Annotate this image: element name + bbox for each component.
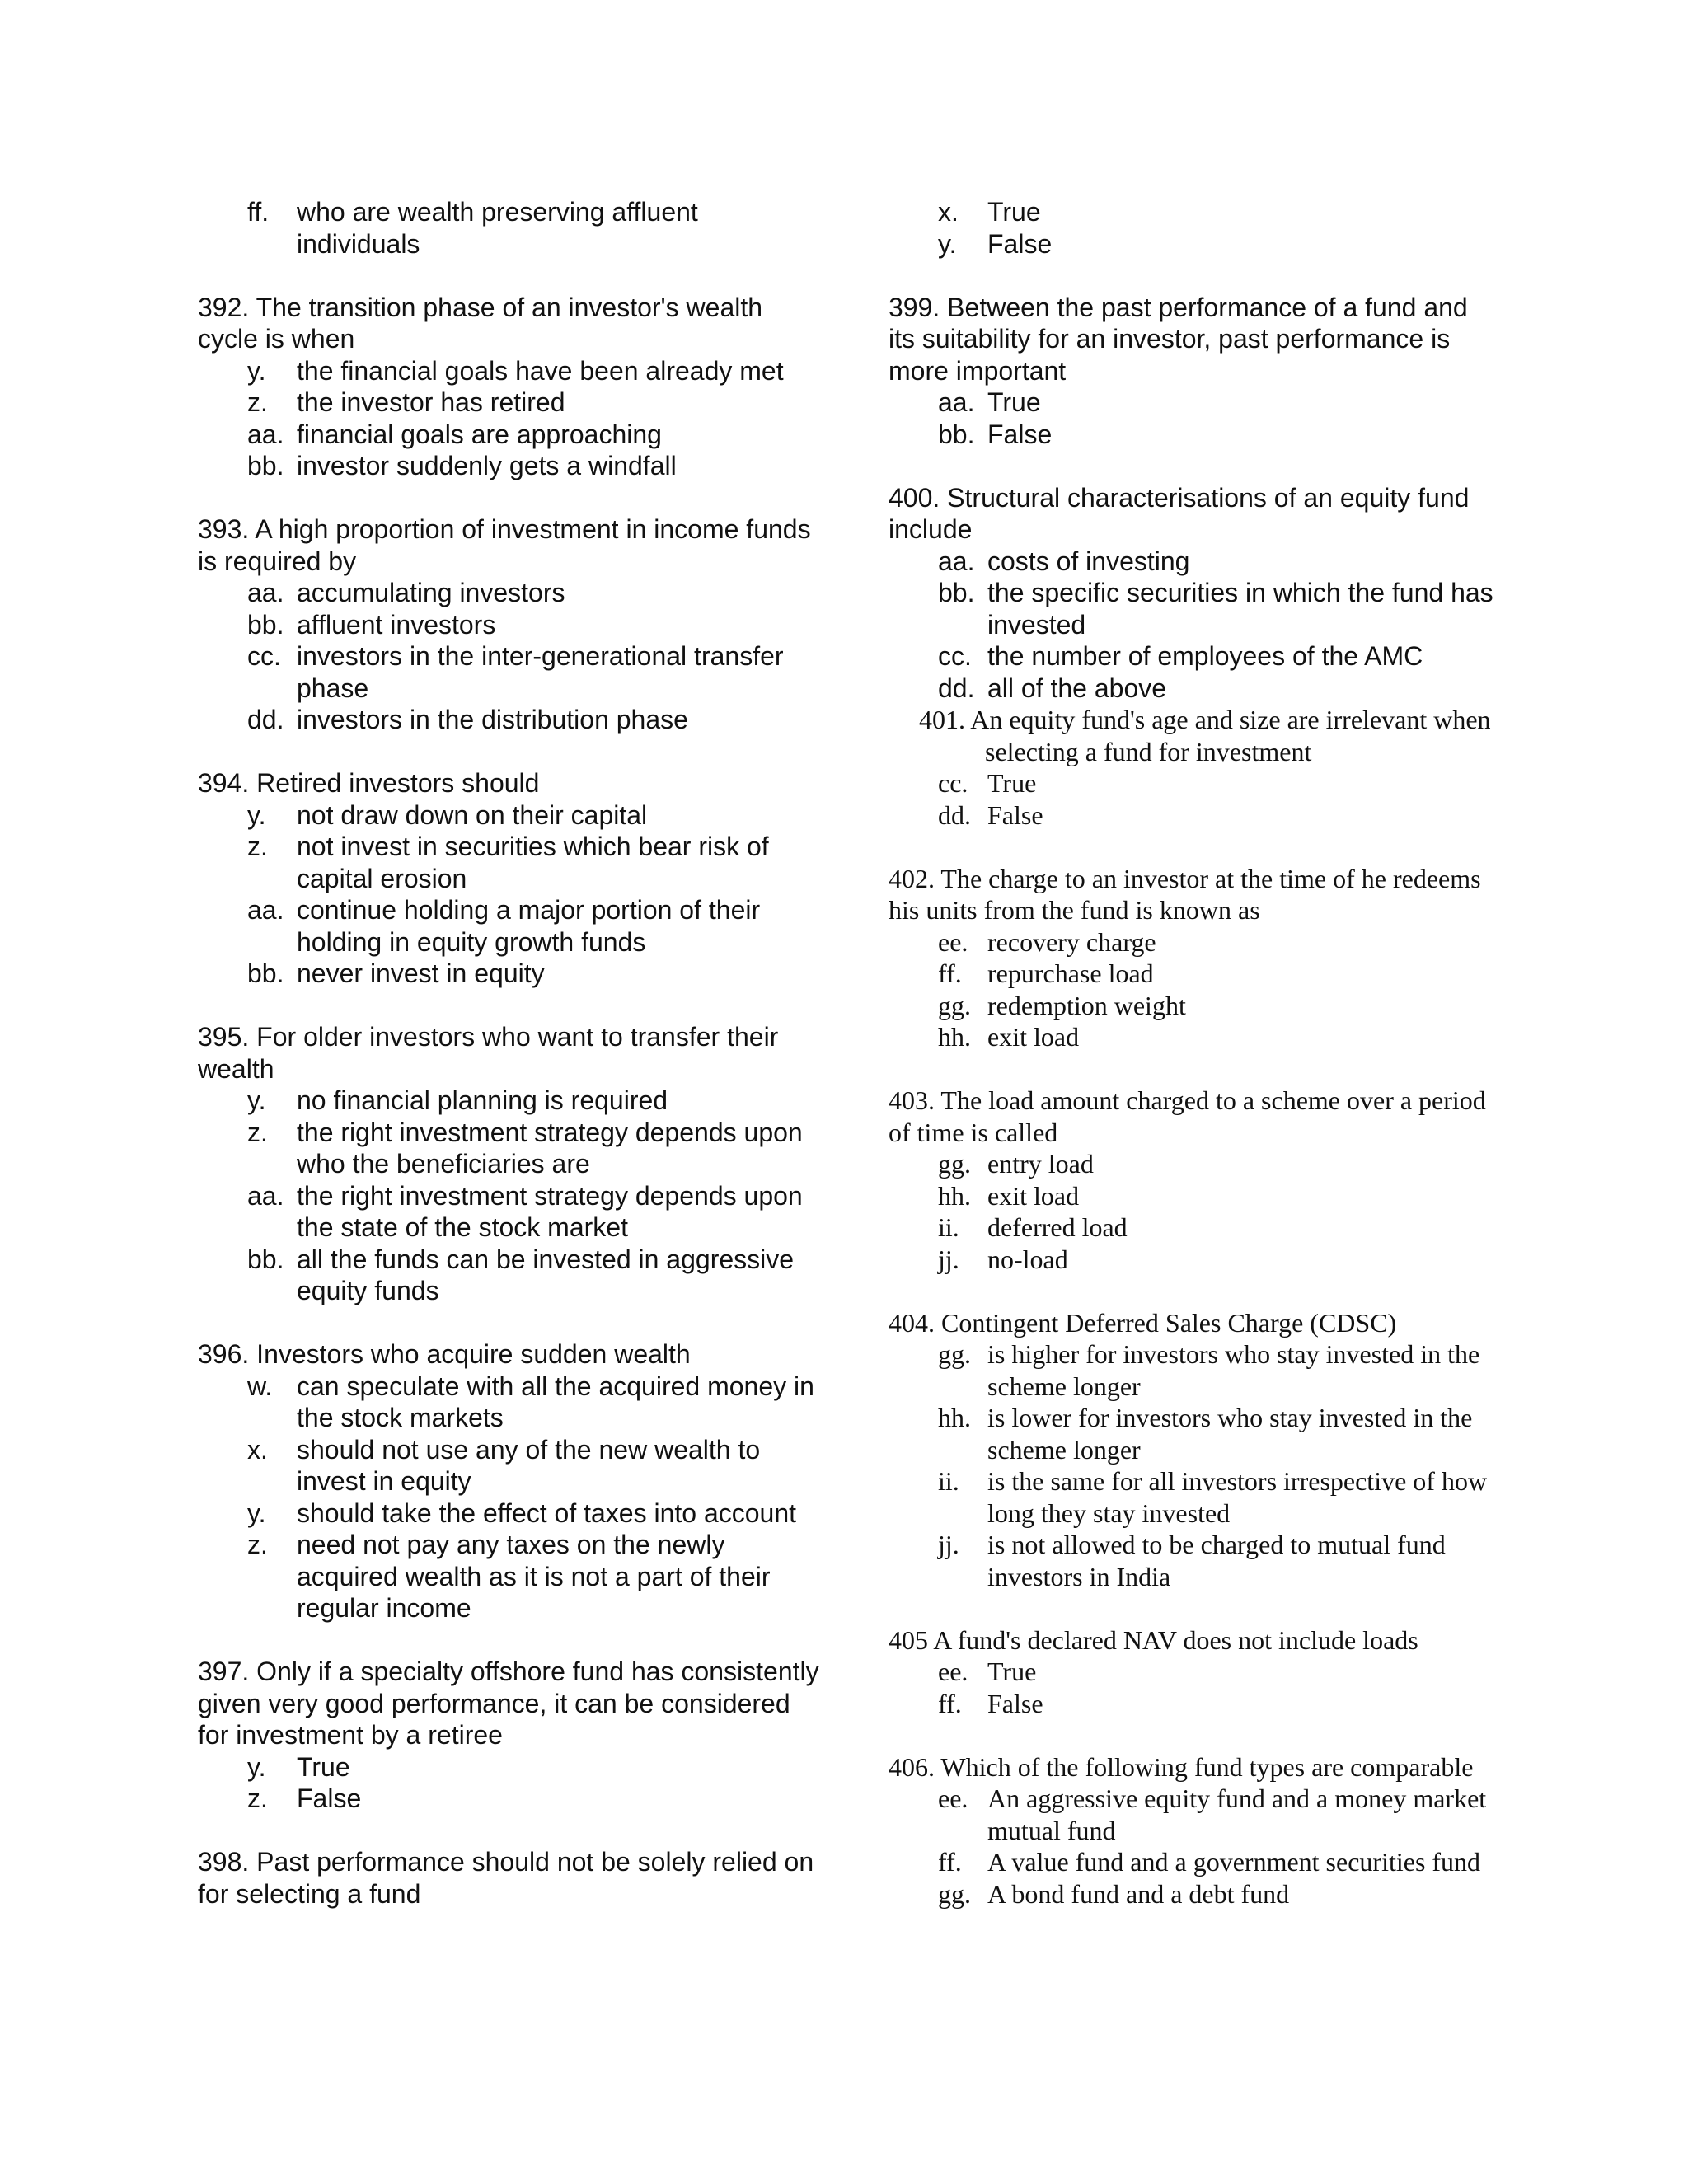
question-q402 (889, 863, 1498, 1053)
option-letter: cc. (938, 641, 972, 671)
option-text: all the funds can be invested in aggressive equity funds (297, 1244, 795, 1305)
option-letter: ff. (247, 197, 270, 227)
answer-option (889, 1244, 1498, 1276)
option-text: is higher for investors who stay invested in the scheme longer (987, 1339, 1480, 1401)
option-text: entry load (987, 1149, 1094, 1179)
option-text: recovery charge (987, 926, 1156, 957)
option-text: investor suddenly gets a windfall (297, 451, 677, 480)
answer-option (889, 387, 1498, 419)
answer-option (198, 831, 824, 894)
answer-option (889, 1688, 1498, 1720)
option-text: False (987, 799, 1043, 830)
answer-option (889, 1212, 1498, 1244)
question-q404 (889, 1307, 1498, 1593)
question-q399 (889, 292, 1498, 451)
option-list (198, 1371, 824, 1624)
option-letter: ff. (938, 1847, 962, 1877)
option-text: True (987, 197, 1041, 227)
option-list (889, 387, 1498, 450)
option-letter: gg. (938, 1149, 971, 1179)
option-letter: hh. (938, 1180, 971, 1211)
option-text: A bond fund and a debt fund (987, 1878, 1290, 1909)
option-text: An aggressive equity fund and a money market mutual fund (987, 1783, 1487, 1845)
answer-option (198, 1117, 824, 1180)
option-text: redemption weight (987, 990, 1186, 1020)
option-letter: jj. (938, 1244, 959, 1274)
option-letter: ee. (938, 1657, 968, 1686)
option-text: A value fund and a government securities fund (987, 1847, 1481, 1877)
question-q401 (889, 704, 1498, 831)
question-q396 (198, 1338, 824, 1624)
answer-option (889, 1878, 1498, 1910)
option-letter: aa. (247, 1180, 284, 1211)
answer-option (198, 799, 824, 832)
option-text: not invest in securities which bear risk of capital erosion (297, 832, 769, 893)
question-stem: 393. A high proportion of investment in income funds is required by (198, 514, 811, 576)
option-text: the right investment strategy depends upon who the beneficiaries are (297, 1117, 803, 1179)
answer-option (889, 1338, 1498, 1402)
option-letter: z. (247, 387, 268, 417)
question-stem: 395. For older investors who want to transfer their wealth (198, 1022, 779, 1084)
answer-option (889, 673, 1498, 705)
answer-option (198, 1497, 824, 1530)
option-text: True (987, 1657, 1037, 1686)
option-letter: dd. (938, 673, 975, 703)
option-text: is lower for investors who stay invested in the scheme longer (987, 1403, 1473, 1465)
option-text: can speculate with all the acquired money in the stock markets (297, 1371, 814, 1432)
option-list (198, 1751, 824, 1815)
question-q398-tail (889, 196, 1498, 260)
answer-option (889, 926, 1498, 958)
option-letter: aa. (938, 546, 975, 576)
option-letter: bb. (247, 451, 284, 480)
option-letter: bb. (247, 609, 284, 640)
option-letter: aa. (247, 419, 284, 449)
option-letter: dd. (938, 799, 971, 830)
answer-option (198, 1751, 824, 1783)
option-text: repurchase load (987, 958, 1154, 988)
question-stem: 398. Past performance should not be solely relied on for selecting a fund (198, 1847, 814, 1909)
answer-option (889, 1021, 1498, 1053)
option-text: no-load (987, 1244, 1068, 1274)
option-text: exit load (987, 1180, 1080, 1211)
option-letter: y. (938, 228, 957, 259)
answer-option (889, 767, 1498, 799)
option-text: financial goals are approaching (297, 419, 662, 449)
option-text: costs of investing (987, 546, 1190, 576)
question-q400 (889, 482, 1498, 705)
option-letter: z. (247, 1530, 268, 1559)
answer-option (198, 577, 824, 609)
answer-option (889, 1465, 1498, 1529)
option-list (198, 196, 824, 260)
option-text: no financial planning is required (297, 1085, 668, 1115)
option-letter: x. (247, 1434, 268, 1465)
option-letter: ff. (938, 958, 962, 988)
option-list (889, 196, 1498, 260)
answer-option (889, 1148, 1498, 1180)
option-list (889, 926, 1498, 1053)
answer-option (198, 1371, 824, 1434)
option-list (889, 1783, 1498, 1910)
question-q406 (889, 1751, 1498, 1910)
answer-option (198, 196, 824, 260)
option-text: need not pay any taxes on the newly acquired wealth as it is not a part of their regular income (297, 1530, 771, 1623)
option-text: should not use any of the new wealth to invest in equity (297, 1434, 761, 1496)
answer-option (198, 894, 824, 958)
question-q393 (198, 513, 824, 736)
option-letter: dd. (247, 705, 284, 734)
option-text: the investor has retired (297, 387, 565, 417)
option-letter: z. (247, 832, 268, 861)
option-letter: aa. (938, 387, 975, 417)
option-list (889, 546, 1498, 705)
answer-option (889, 546, 1498, 578)
option-text: investors in the inter-generational transfer phase (297, 641, 784, 703)
question-stem: 403. The load amount charged to a scheme over a period of time is called (889, 1085, 1486, 1147)
answer-option (889, 1846, 1498, 1878)
option-text: False (297, 1783, 362, 1813)
answer-option (198, 1085, 824, 1117)
option-letter: z. (247, 1117, 268, 1147)
option-list (889, 1656, 1498, 1719)
option-list (198, 577, 824, 736)
answer-option (198, 958, 824, 990)
question-stem: 397. Only if a specialty offshore fund has consistently given very good performance, it can be considered for investment by a retiree (198, 1657, 819, 1750)
question-stem: 404. Contingent Deferred Sales Charge (CDSC) (889, 1307, 1397, 1338)
answer-option (889, 990, 1498, 1022)
option-text: False (987, 419, 1053, 449)
option-letter: w. (247, 1371, 273, 1401)
option-text: is the same for all investors irrespective of how long they stay invested (987, 1466, 1488, 1528)
option-text: deferred load (987, 1212, 1128, 1242)
question-q395 (198, 1021, 824, 1307)
option-text: the right investment strategy depends upon the state of the stock market (297, 1180, 803, 1242)
option-text: investors in the distribution phase (297, 705, 688, 734)
option-letter: z. (247, 1783, 268, 1813)
question-stem: 392. The transition phase of an investor's wealth cycle is when (198, 292, 763, 354)
answer-option (198, 1783, 824, 1815)
option-letter: y. (247, 799, 266, 830)
question-stem: 401. An equity fund's age and size are irrelevant when selecting a fund for investment (919, 705, 1491, 766)
option-letter: ee. (938, 1783, 968, 1813)
option-letter: ii. (938, 1466, 959, 1496)
answer-option (889, 1656, 1498, 1688)
answer-option (198, 640, 824, 704)
question-q403 (889, 1085, 1498, 1275)
option-text: never invest in equity (297, 958, 545, 988)
right-column (889, 196, 1498, 1910)
option-list (889, 1148, 1498, 1275)
option-text: True (987, 768, 1037, 798)
option-letter: y. (247, 1085, 266, 1115)
option-text: exit load (987, 1022, 1080, 1052)
option-letter: y. (247, 1751, 266, 1782)
option-letter: bb. (247, 958, 284, 988)
question-q405 (889, 1624, 1498, 1720)
option-letter: bb. (938, 419, 975, 449)
question-stem: 394. Retired investors should (198, 768, 540, 798)
option-text: the financial goals have been already met (297, 355, 784, 386)
question-q397 (198, 1656, 824, 1815)
option-letter: aa. (247, 895, 284, 925)
option-text: True (297, 1751, 350, 1782)
answer-option (889, 228, 1498, 260)
option-text: affluent investors (297, 609, 496, 640)
option-list (198, 355, 824, 482)
question-stem: 405 A fund's declared NAV does not include loads (889, 1624, 1418, 1655)
option-text: continue holding a major portion of their holding in equity growth funds (297, 895, 761, 957)
option-letter: gg. (938, 1878, 971, 1909)
answer-option (198, 1529, 824, 1624)
answer-option (198, 450, 824, 482)
question-stem: 399. Between the past performance of a fund and its suitability for an investor, past performance is more important (889, 292, 1468, 386)
option-letter: x. (938, 197, 959, 227)
option-letter: hh. (938, 1022, 971, 1052)
option-letter: jj. (938, 1530, 959, 1559)
option-letter: aa. (247, 578, 284, 607)
option-list (889, 1338, 1498, 1592)
option-list (198, 799, 824, 990)
option-letter: cc. (247, 641, 281, 671)
option-letter: gg. (938, 990, 971, 1020)
answer-option (198, 1180, 824, 1244)
option-letter: bb. (247, 1244, 284, 1274)
option-letter: y. (247, 1497, 266, 1528)
answer-option (889, 577, 1498, 640)
answer-option (889, 419, 1498, 451)
option-letter: hh. (938, 1403, 971, 1432)
answer-option (889, 640, 1498, 673)
answer-option (889, 196, 1498, 228)
answer-option (198, 419, 824, 451)
answer-option (889, 1529, 1498, 1592)
answer-option (198, 355, 824, 387)
option-text: not draw down on their capital (297, 799, 648, 830)
option-text: False (987, 228, 1053, 259)
question-q394 (198, 767, 824, 990)
answer-option (198, 1434, 824, 1497)
option-text: the number of employees of the AMC (987, 641, 1423, 671)
option-text: True (987, 387, 1041, 417)
option-text: accumulating investors (297, 578, 565, 607)
option-text: is not allowed to be charged to mutual fund investors in India (987, 1530, 1446, 1591)
option-letter: y. (247, 355, 266, 386)
question-stem: 396. Investors who acquire sudden wealth (198, 1339, 691, 1369)
answer-option (198, 1244, 824, 1307)
answer-option (889, 1402, 1498, 1465)
option-text: the specific securities in which the fund has invested (987, 578, 1493, 640)
option-letter: ff. (938, 1688, 962, 1718)
option-text: who are wealth preserving affluent individuals (297, 197, 698, 259)
option-list (198, 1085, 824, 1307)
answer-option (889, 958, 1498, 990)
option-letter: bb. (938, 578, 975, 607)
option-text: should take the effect of taxes into account (297, 1497, 797, 1528)
answer-option (889, 1783, 1498, 1846)
question-q398 (198, 1846, 824, 1910)
option-text: False (987, 1688, 1043, 1718)
answer-option (198, 387, 824, 419)
option-letter: ii. (938, 1212, 959, 1242)
question-stem: 402. The charge to an investor at the time of he redeems his units from the fund is known as (889, 863, 1481, 925)
answer-option (889, 1180, 1498, 1212)
option-letter: cc. (938, 768, 968, 798)
left-column (198, 196, 824, 1910)
answer-option (889, 799, 1498, 832)
option-list (889, 767, 1498, 831)
answer-option (198, 704, 824, 736)
option-text: all of the above (987, 673, 1167, 703)
question-q392 (198, 292, 824, 482)
question-stem: 400. Structural characterisations of an equity fund include (889, 482, 1470, 544)
option-letter: ee. (938, 926, 968, 957)
question-stem: 406. Which of the following fund types are comparable (889, 1751, 1474, 1782)
question-q391-tail (198, 196, 824, 260)
answer-option (198, 609, 824, 641)
option-letter: gg. (938, 1339, 971, 1369)
